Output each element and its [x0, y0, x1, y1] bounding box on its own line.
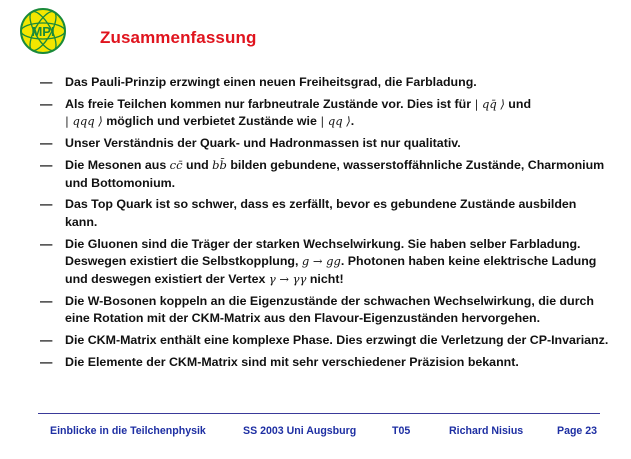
- mpi-logo: [14, 6, 72, 56]
- bullet-item: [40, 293, 610, 328]
- bullet-text: Die W-Bosonen koppeln an die Eigenzustände der schwachen Wechselwirkung, die durch eine Rotation mit der CKM-Matrix aus den Flavour-Eigenzuständen hervorgehen.: [65, 293, 594, 326]
- math-symbol: cc̄: [169, 157, 183, 172]
- bullet-text: Die CKM-Matrix enthält eine komplexe Phase. Dies erzwingt die Verletzung der CP-Invarianz.: [65, 333, 609, 348]
- math-symbol: bb̄: [212, 157, 227, 172]
- bullet-text: nicht!: [306, 271, 344, 286]
- bullet-item: [40, 196, 610, 231]
- bullet-text: Unser Verständnis der Quark- und Hadronmassen ist nur qualitativ.: [65, 136, 461, 151]
- math-ket: | qq ⟩: [320, 114, 351, 129]
- footer-author: Richard Nisius: [449, 425, 524, 437]
- bullet-text: .: [350, 114, 355, 129]
- math-symbol: γ → γγ: [268, 271, 307, 286]
- footer-course: Einblicke in die Teilchenphysik: [50, 425, 206, 437]
- bullet-dash: —: [40, 197, 53, 212]
- math-ket: | qqq ⟩: [65, 114, 103, 129]
- bullet-dash: —: [40, 75, 53, 89]
- bullet-dash: —: [40, 333, 53, 348]
- bullet-item: [40, 354, 610, 372]
- bullet-dash: —: [40, 354, 53, 369]
- footer-term: SS 2003 Uni Augsburg: [243, 425, 357, 437]
- math-ket: | qq̄ ⟩: [474, 96, 505, 111]
- bullet-text: Das Pauli-Prinzip erzwingt einen neuen Freiheitsgrad, die Farbladung.: [65, 75, 477, 89]
- bullet-dash: —: [40, 136, 53, 151]
- bullet-item: [40, 236, 610, 289]
- bullet-text: und: [504, 96, 532, 111]
- bullet-text: und: [182, 157, 213, 172]
- bullet-text: Die Mesonen aus: [65, 157, 170, 172]
- bullet-dash: —: [40, 157, 53, 172]
- math-symbol: g → gg: [301, 254, 341, 269]
- bullet-dash: —: [40, 96, 53, 111]
- bullet-list: [40, 74, 610, 376]
- bullet-text: Die Elemente der CKM-Matrix sind mit sehr verschiedener Präzision bekannt.: [65, 354, 519, 369]
- bullet-item: [40, 157, 610, 192]
- bullet-item: [40, 135, 610, 153]
- bullet-item: [40, 332, 610, 350]
- logo-text: MPI: [31, 24, 55, 39]
- bullet-text: Das Top Quark ist so schwer, dass es zerfällt, bevor es gebundene Zustände ausbilden kann.: [65, 197, 577, 229]
- bullet-text: bilden gebundene, wasserstoffähnliche Zustände, Charmonium und Bottomonium.: [65, 157, 605, 190]
- bullet-text: . Photonen haben keine elektrische Ladung und deswegen existiert der Vertex: [65, 254, 597, 286]
- bullet-item: [40, 74, 610, 92]
- bullet-dash: —: [40, 293, 53, 308]
- bullet-dash: —: [40, 236, 53, 251]
- footer-divider: [38, 413, 600, 414]
- footer-code: T05: [392, 425, 411, 437]
- bullet-item: [40, 96, 610, 131]
- bullet-text: Die Gluonen sind die Träger der starken Wechselwirkung. Sie haben selber Farbladung. Deswegen existiert die Selbstkopplung,: [65, 236, 581, 269]
- bullet-text: möglich und verbietet Zustände wie: [102, 114, 321, 129]
- bullet-text: Als freie Teilchen kommen nur farbneutrale Zustände vor. Dies ist für: [65, 96, 475, 111]
- footer-page: Page 23: [557, 425, 598, 437]
- slide-title: Zusammenfassung: [100, 28, 257, 47]
